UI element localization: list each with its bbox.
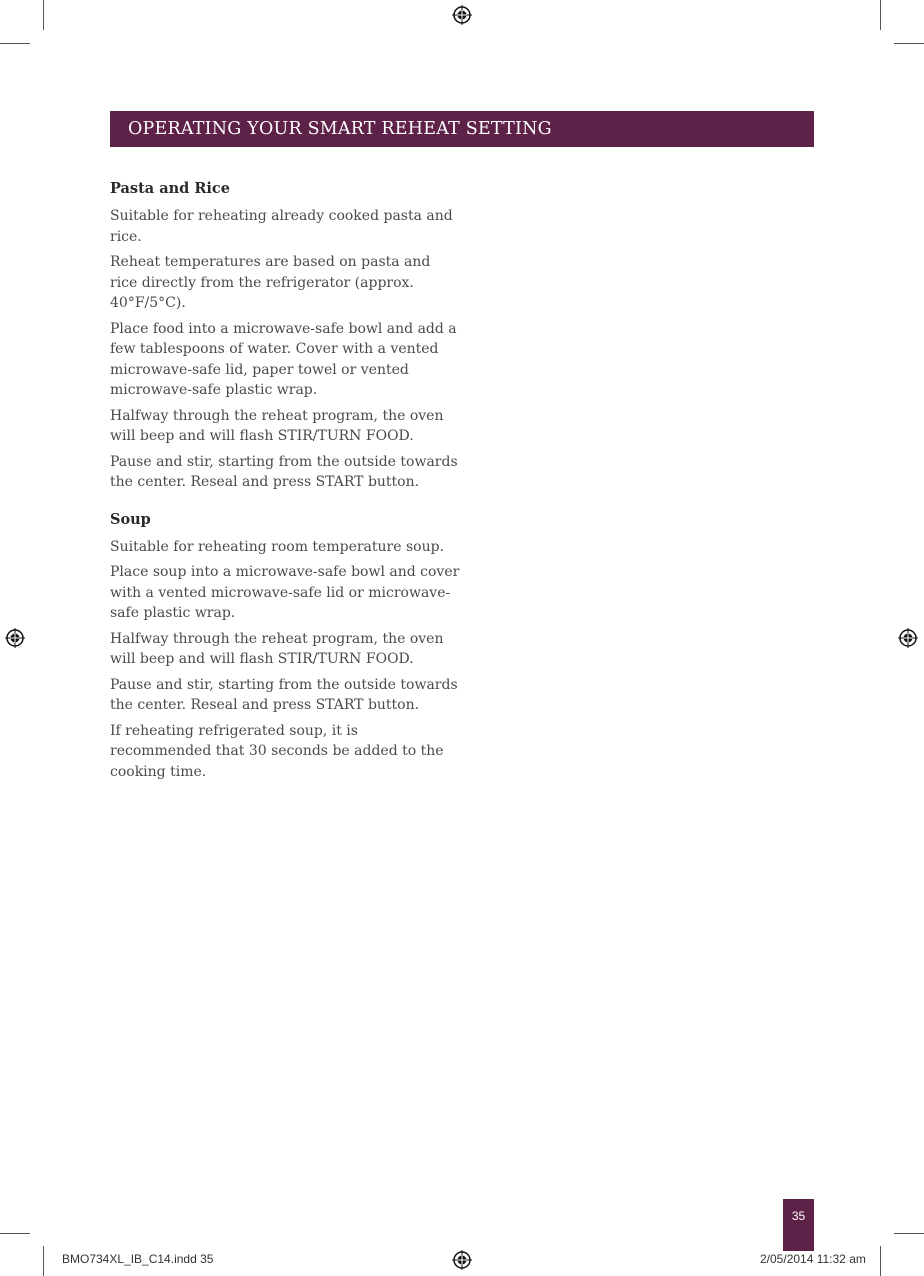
crop-mark bbox=[0, 1233, 30, 1234]
paragraph: Suitable for reheating room temperature soup. bbox=[110, 538, 445, 555]
footer-file-slug: BMO734XL_IB_C14.indd 35 bbox=[62, 1252, 214, 1266]
section-title: Pasta and Rice bbox=[110, 180, 230, 197]
registration-mark-icon bbox=[452, 1250, 472, 1270]
section-soup bbox=[110, 509, 460, 783]
registration-mark-icon bbox=[898, 628, 918, 648]
paragraph: Place soup into a microwave-safe bowl and cover with a vented microwave-safe lid or microwave-safe plastic wrap. bbox=[110, 564, 460, 621]
registration-mark-icon bbox=[452, 5, 472, 25]
page-number-tab bbox=[783, 1199, 814, 1251]
section-header-bar bbox=[110, 111, 814, 147]
crop-mark bbox=[43, 0, 44, 30]
paragraph: Suitable for reheating already cooked pasta and rice. bbox=[110, 208, 453, 245]
paragraph: Reheat temperatures are based on pasta and rice directly from the refrigerator (approx. 40°F/5°C). bbox=[110, 254, 431, 311]
crop-mark bbox=[894, 1233, 924, 1234]
section-pasta-and-rice bbox=[110, 178, 460, 493]
page-title: OPERATING YOUR SMART REHEAT SETTING bbox=[128, 119, 552, 139]
crop-mark bbox=[880, 0, 881, 30]
crop-mark bbox=[880, 1246, 881, 1276]
registration-mark-icon bbox=[5, 628, 25, 648]
paragraph: Halfway through the reheat program, the oven will beep and will flash STIR/TURN FOOD. bbox=[110, 630, 444, 667]
page-number: 35 bbox=[791, 1209, 806, 1223]
crop-mark bbox=[0, 43, 30, 44]
paragraph: Place food into a microwave-safe bowl and add a few tablespoons of water. Cover with a vented microwave-safe lid, paper towel or vented microwave-safe plastic wrap. bbox=[110, 320, 457, 398]
paragraph: Halfway through the reheat program, the oven will beep and will flash STIR/TURN FOOD. bbox=[110, 407, 444, 444]
crop-mark bbox=[894, 43, 924, 44]
paragraph: Pause and stir, starting from the outside towards the center. Reseal and press START button. bbox=[110, 676, 458, 713]
paragraph: Pause and stir, starting from the outside towards the center. Reseal and press START button. bbox=[110, 453, 458, 490]
section-title: Soup bbox=[110, 510, 151, 528]
footer-date-time: 2/05/2014 11:32 am bbox=[760, 1252, 866, 1266]
crop-mark bbox=[43, 1246, 44, 1276]
paragraph: If reheating refrigerated soup, it is recommended that 30 seconds be added to the cooking time. bbox=[110, 722, 444, 780]
main-content bbox=[110, 178, 460, 787]
